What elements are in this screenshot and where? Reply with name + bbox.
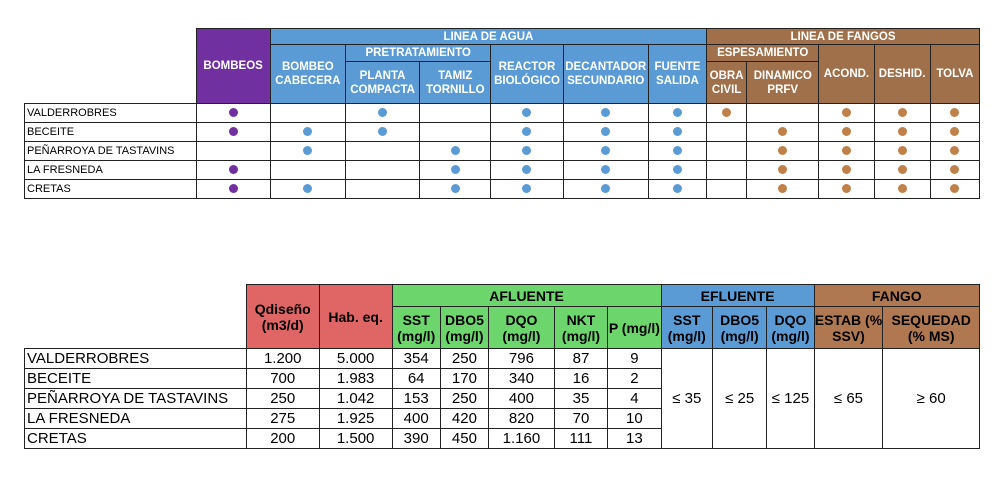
process-cell (707, 142, 747, 161)
dot-icon (229, 108, 238, 117)
design-parameters-table (24, 284, 980, 449)
process-cell (196, 180, 270, 199)
process-cell (196, 104, 270, 123)
header-af-p: P (mg/l) (608, 307, 661, 349)
dot-icon (451, 146, 460, 155)
dot-icon (378, 108, 387, 117)
dot-icon (522, 146, 531, 155)
header-afluente: AFLUENTE (392, 285, 661, 307)
dot-icon (842, 108, 851, 117)
limit-cell-dbo5: ≤ 25 (712, 349, 766, 449)
dot-icon (229, 127, 238, 136)
dot-icon (673, 165, 682, 174)
dot-icon (950, 165, 959, 174)
value-cell-nkt: 16 (554, 369, 607, 389)
header-ef-dqo: DQO (mg/l) (767, 307, 814, 349)
process-cell (420, 104, 491, 123)
header-af-dqo: DQO (mg/l) (489, 307, 555, 349)
dot-icon (601, 165, 610, 174)
process-cell (819, 180, 874, 199)
header-ef-dbo5: DBO5 (mg/l) (712, 307, 766, 349)
plant-name: CRETAS (25, 429, 247, 449)
table-row (25, 104, 980, 123)
process-cell (491, 142, 563, 161)
header-obra-civil: OBRA CIVIL (707, 62, 747, 104)
plant-name: VALDERROBRES (25, 349, 247, 369)
process-cell (930, 123, 979, 142)
value-cell-q: 1.200 (246, 349, 319, 369)
plant-name: PEÑARROYA DE TASTAVINS (25, 142, 197, 161)
header-qdiseno: Qdiseño (m3/d) (246, 285, 319, 349)
dot-icon (303, 146, 312, 155)
dot-icon (673, 108, 682, 117)
process-cell (420, 180, 491, 199)
dot-icon (778, 165, 787, 174)
header-hab-eq: Hab. eq. (319, 285, 392, 349)
dot-icon (898, 146, 907, 155)
dot-icon (898, 127, 907, 136)
process-cell (196, 142, 270, 161)
value-cell-dbo5: 450 (440, 429, 488, 449)
value-cell-sst: 390 (392, 429, 440, 449)
process-cell (270, 142, 345, 161)
process-cell (874, 180, 930, 199)
table-row (25, 180, 980, 199)
value-cell-hab: 1.983 (319, 369, 392, 389)
header-espesamiento: ESPESAMIENTO (707, 45, 819, 62)
process-cell (270, 180, 345, 199)
plant-name: LA FRESNEDA (25, 409, 247, 429)
dot-icon (522, 108, 531, 117)
process-cell (345, 161, 419, 180)
dot-icon (898, 165, 907, 174)
plant-name: VALDERROBRES (25, 104, 197, 123)
plant-name: BECEITE (25, 123, 197, 142)
process-cell (747, 161, 819, 180)
header-linea-agua: LINEA DE AGUA (270, 29, 706, 45)
value-cell-dbo5: 250 (440, 389, 488, 409)
process-cell (874, 161, 930, 180)
value-cell-hab: 1.925 (319, 409, 392, 429)
value-cell-dqo: 400 (489, 389, 555, 409)
value-cell-sst: 400 (392, 409, 440, 429)
process-cell (648, 104, 706, 123)
dot-icon (950, 184, 959, 193)
dot-icon (451, 165, 460, 174)
header-decantador-secundario: DECANTADOR SECUNDARIO (563, 45, 648, 104)
process-cell (930, 142, 979, 161)
process-cell (491, 161, 563, 180)
value-cell-p: 2 (608, 369, 661, 389)
value-cell-hab: 1.500 (319, 429, 392, 449)
dot-icon (303, 184, 312, 193)
value-cell-nkt: 35 (554, 389, 607, 409)
header-af-nkt: NKT (mg/l) (554, 307, 607, 349)
process-cell (196, 123, 270, 142)
header-ef-sst: SST (mg/l) (661, 307, 712, 349)
plant-name: CRETAS (25, 180, 197, 199)
value-cell-dqo: 796 (489, 349, 555, 369)
process-cell (491, 104, 563, 123)
process-cell (270, 123, 345, 142)
header-af-dbo5: DBO5 (mg/l) (440, 307, 488, 349)
dot-icon (378, 127, 387, 136)
value-cell-q: 275 (246, 409, 319, 429)
header-tamiz-tornillo: TAMIZ TORNILLO (420, 62, 491, 104)
process-cell (420, 123, 491, 142)
header-reactor-biologico: REACTOR BIOLÓGICO (491, 45, 563, 104)
process-cell (819, 123, 874, 142)
header-acond: ACOND. (819, 45, 874, 104)
value-cell-p: 4 (608, 389, 661, 409)
dot-icon (673, 184, 682, 193)
process-cell (874, 104, 930, 123)
process-cell (707, 161, 747, 180)
dot-icon (601, 108, 610, 117)
value-cell-nkt: 87 (554, 349, 607, 369)
dot-icon (842, 146, 851, 155)
process-cell (819, 104, 874, 123)
value-cell-nkt: 111 (554, 429, 607, 449)
table-row (25, 161, 980, 180)
process-cell (930, 104, 979, 123)
header-fango: FANGO (814, 285, 979, 307)
process-cell (563, 123, 648, 142)
process-cell (648, 180, 706, 199)
header-sequedad: SEQUEDAD (% MS) (883, 307, 980, 349)
dot-icon (950, 127, 959, 136)
process-cell (747, 180, 819, 199)
value-cell-p: 13 (608, 429, 661, 449)
process-cell (563, 104, 648, 123)
value-cell-dqo: 820 (489, 409, 555, 429)
dot-icon (778, 146, 787, 155)
dot-icon (842, 184, 851, 193)
dot-icon (601, 184, 610, 193)
dot-icon (303, 127, 312, 136)
process-cell (345, 123, 419, 142)
process-cell (707, 180, 747, 199)
header-linea-fangos: LINEA DE FANGOS (707, 29, 980, 45)
process-cell (420, 142, 491, 161)
dot-icon (778, 127, 787, 136)
value-cell-dqo: 340 (489, 369, 555, 389)
limit-cell-sequedad: ≥ 60 (883, 349, 980, 449)
value-cell-hab: 1.042 (319, 389, 392, 409)
process-cell (491, 123, 563, 142)
process-cell (563, 142, 648, 161)
dot-icon (601, 146, 610, 155)
header-deshid: DESHID. (874, 45, 930, 104)
dot-icon (522, 184, 531, 193)
process-cell (270, 161, 345, 180)
dot-icon (778, 184, 787, 193)
value-cell-dbo5: 170 (440, 369, 488, 389)
value-cell-dbo5: 420 (440, 409, 488, 429)
process-cell (345, 104, 419, 123)
header-bombeo-cabecera: BOMBEO CABECERA (270, 45, 345, 104)
process-cell (819, 142, 874, 161)
value-cell-q: 700 (246, 369, 319, 389)
value-cell-p: 10 (608, 409, 661, 429)
dot-icon (451, 184, 460, 193)
dot-icon (673, 146, 682, 155)
header-tolva: TOLVA (930, 45, 979, 104)
dot-icon (722, 108, 731, 117)
header-estab: ESTAB (% SSV) (814, 307, 883, 349)
dot-icon (898, 108, 907, 117)
value-cell-sst: 153 (392, 389, 440, 409)
process-cell (707, 123, 747, 142)
header-pretratamiento: PRETRATAMIENTO (345, 45, 490, 62)
process-cell (563, 180, 648, 199)
dot-icon (229, 165, 238, 174)
dot-icon (842, 127, 851, 136)
value-cell-q: 200 (246, 429, 319, 449)
process-cell (648, 161, 706, 180)
limit-cell-dqo: ≤ 125 (767, 349, 814, 449)
limit-cell-sst: ≤ 35 (661, 349, 712, 449)
process-cell (563, 161, 648, 180)
process-cell (345, 180, 419, 199)
process-cell (874, 142, 930, 161)
process-cell (747, 104, 819, 123)
process-cell (420, 161, 491, 180)
value-cell-dbo5: 250 (440, 349, 488, 369)
plant-name: BECEITE (25, 369, 247, 389)
value-cell-dqo: 1.160 (489, 429, 555, 449)
process-cell (747, 123, 819, 142)
process-cell (345, 142, 419, 161)
process-cell (648, 123, 706, 142)
dot-icon (229, 184, 238, 193)
process-cell (874, 123, 930, 142)
value-cell-sst: 354 (392, 349, 440, 369)
value-cell-sst: 64 (392, 369, 440, 389)
dot-icon (673, 127, 682, 136)
process-cell (930, 180, 979, 199)
dot-icon (950, 146, 959, 155)
table-row (25, 123, 980, 142)
plant-name: LA FRESNEDA (25, 161, 197, 180)
treatment-process-table (24, 28, 980, 199)
header-fuente-salida: FUENTE SALIDA (648, 45, 706, 104)
header-dinamico-prfv: DINAMICO PRFV (747, 62, 819, 104)
process-cell (819, 161, 874, 180)
header-planta-compacta: PLANTA COMPACTA (345, 62, 419, 104)
process-cell (747, 142, 819, 161)
process-cell (930, 161, 979, 180)
process-cell (491, 180, 563, 199)
dot-icon (950, 108, 959, 117)
process-cell (648, 142, 706, 161)
dot-icon (842, 165, 851, 174)
process-cell (707, 104, 747, 123)
dot-icon (601, 127, 610, 136)
header-af-sst: SST (mg/l) (392, 307, 440, 349)
value-cell-p: 9 (608, 349, 661, 369)
dot-icon (898, 184, 907, 193)
header-bombeos: BOMBEOS (196, 29, 270, 104)
dot-icon (522, 165, 531, 174)
table-row (25, 142, 980, 161)
dot-icon (522, 127, 531, 136)
value-cell-nkt: 70 (554, 409, 607, 429)
table-row (25, 349, 980, 369)
plant-name: PEÑARROYA DE TASTAVINS (25, 389, 247, 409)
value-cell-hab: 5.000 (319, 349, 392, 369)
limit-cell-estab: ≤ 65 (814, 349, 883, 449)
value-cell-q: 250 (246, 389, 319, 409)
process-cell (196, 161, 270, 180)
process-cell (270, 104, 345, 123)
header-efluente: EFLUENTE (661, 285, 814, 307)
